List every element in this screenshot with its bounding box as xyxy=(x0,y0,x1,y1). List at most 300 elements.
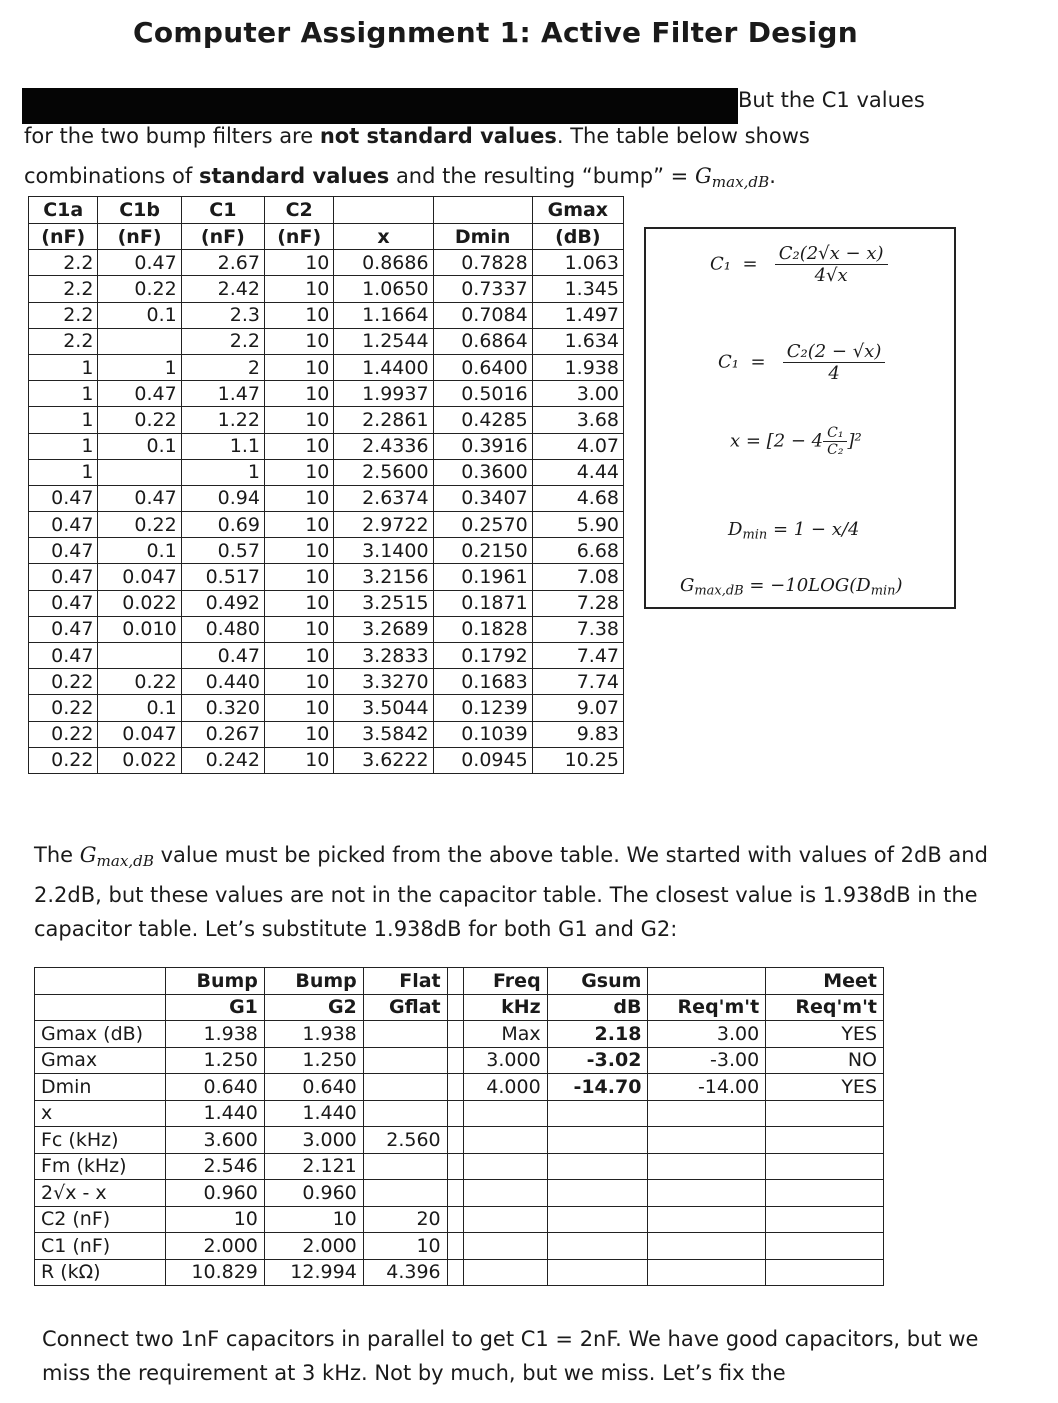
calc-table-cell xyxy=(463,1206,547,1233)
calc-table-cell: Fc (kHz) xyxy=(35,1127,166,1154)
formula-c1-sqrt: C₁ = $\frac{\text{C₂(2√x − x)}}{4√x}$ xyxy=(710,243,888,286)
capacitor-table-cell: 7.47 xyxy=(532,643,623,669)
capacitor-table-row xyxy=(29,459,624,485)
formula-c1-simple: C₁ = $\frac{\text{C₂(2 − √x)}}{4}$ xyxy=(718,341,885,384)
capacitor-table-cell: 1 xyxy=(98,354,181,380)
capacitor-table-cell: 10 xyxy=(264,328,333,354)
calc-table-cell: 2.546 xyxy=(166,1153,265,1180)
capacitor-table-cell: 10 xyxy=(264,669,333,695)
calc-table-header-cell: G1 xyxy=(166,994,265,1021)
capacitor-table-header-cell: (nF) xyxy=(98,224,181,250)
capacitor-table-header-cell: C1b xyxy=(98,197,181,224)
calc-table-cell: C1 (nF) xyxy=(35,1233,166,1260)
capacitor-table-cell: 0.480 xyxy=(181,616,264,642)
capacitor-table-cell: 3.2833 xyxy=(334,643,433,669)
capacitor-table-cell: 0.1239 xyxy=(433,695,532,721)
capacitor-table-cell: 3.2689 xyxy=(334,616,433,642)
capacitor-table-cell: 0.22 xyxy=(98,512,181,538)
capacitor-table-cell: 0.010 xyxy=(98,616,181,642)
capacitor-table-cell: 7.08 xyxy=(532,564,623,590)
calc-table-cell xyxy=(766,1180,884,1207)
calc-table-cell: 20 xyxy=(363,1206,447,1233)
calc-table-cell: C2 (nF) xyxy=(35,1206,166,1233)
capacitor-table-cell: 10 xyxy=(264,459,333,485)
capacitor-table-row xyxy=(29,485,624,511)
capacitor-table-cell: 0.47 xyxy=(29,590,98,616)
capacitor-table-cell: 6.68 xyxy=(532,538,623,564)
calc-table-cell: 2.121 xyxy=(264,1153,363,1180)
capacitor-table-cell: 10 xyxy=(264,643,333,669)
calc-table-cell: 4.396 xyxy=(363,1259,447,1286)
calc-table-cell xyxy=(547,1180,648,1207)
capacitor-table-cell: 1 xyxy=(29,354,98,380)
capacitor-table-cell: 3.2156 xyxy=(334,564,433,590)
capacitor-table-cell: 0.047 xyxy=(98,564,181,590)
capacitor-table-cell: 1.0650 xyxy=(334,276,433,302)
calc-table-cell xyxy=(463,1233,547,1260)
calc-table-row xyxy=(35,1074,884,1101)
calc-table-row xyxy=(35,1100,884,1127)
calc-table-cell: Gmax (dB) xyxy=(35,1021,166,1048)
capacitor-table-cell: 2 xyxy=(181,354,264,380)
capacitor-table-cell: 10 xyxy=(264,276,333,302)
capacitor-table-row xyxy=(29,354,624,380)
calc-table-cell xyxy=(363,1153,447,1180)
calc-table-header-cell xyxy=(35,968,166,995)
calc-table-cell: 1.250 xyxy=(166,1047,265,1074)
calc-table-header-cell: Meet xyxy=(766,968,884,995)
capacitor-table-cell: 0.8686 xyxy=(334,250,433,276)
capacitor-table-cell: 0.2150 xyxy=(433,538,532,564)
capacitor-table-cell: 0.1 xyxy=(98,538,181,564)
capacitor-table-cell: 2.3 xyxy=(181,302,264,328)
capacitor-table-cell: 0.47 xyxy=(98,250,181,276)
calc-table-header-cell: G2 xyxy=(264,994,363,1021)
capacitor-table-cell: 0.47 xyxy=(29,512,98,538)
calc-table-cell xyxy=(766,1259,884,1286)
capacitor-table-cell: 10 xyxy=(264,433,333,459)
capacitor-table-cell: 2.9722 xyxy=(334,512,433,538)
capacitor-table-header-cell: (nF) xyxy=(29,224,98,250)
capacitor-table-cell: 0.022 xyxy=(98,590,181,616)
calc-table-cell xyxy=(463,1127,547,1154)
capacitor-table-cell: 3.00 xyxy=(532,381,623,407)
calc-table-cell: -14.00 xyxy=(648,1074,766,1101)
capacitor-table-row xyxy=(29,721,624,747)
calc-table-cell: NO xyxy=(766,1047,884,1074)
calc-table-cell xyxy=(447,1206,463,1233)
capacitor-table-cell: 0.47 xyxy=(29,538,98,564)
calc-table-cell: 10 xyxy=(166,1206,265,1233)
capacitor-table-cell: 0.2570 xyxy=(433,512,532,538)
capacitor-table-cell: 3.5044 xyxy=(334,695,433,721)
capacitor-table-cell xyxy=(98,328,181,354)
capacitor-table-row xyxy=(29,276,624,302)
calc-table-header-cell: kHz xyxy=(463,994,547,1021)
capacitor-table-cell: 0.1792 xyxy=(433,643,532,669)
capacitor-table-cell: 4.68 xyxy=(532,485,623,511)
calc-table-cell: 3.600 xyxy=(166,1127,265,1154)
capacitor-table-cell: 10 xyxy=(264,250,333,276)
capacitor-table-cell: 0.022 xyxy=(98,747,181,773)
capacitor-table-cell: 3.6222 xyxy=(334,747,433,773)
calc-table-row xyxy=(35,1206,884,1233)
capacitor-table-row xyxy=(29,564,624,590)
formula-gmax: $G_{max,dB} = -10LOG(D_{min})$ xyxy=(680,575,903,599)
capacitor-table-cell: 0.6400 xyxy=(433,354,532,380)
capacitor-table-cell: 0.22 xyxy=(98,407,181,433)
calc-table-cell xyxy=(463,1180,547,1207)
capacitor-table-cell: 10 xyxy=(264,512,333,538)
capacitor-table-cell xyxy=(98,459,181,485)
calc-table-cell: 4.000 xyxy=(463,1074,547,1101)
capacitor-table-header-cell xyxy=(433,197,532,224)
formula-box xyxy=(644,227,956,609)
capacitor-table-cell: 2.2 xyxy=(29,302,98,328)
calc-table-cell: 2.560 xyxy=(363,1127,447,1154)
capacitor-table-cell: 2.2 xyxy=(29,328,98,354)
capacitor-table-row xyxy=(29,590,624,616)
capacitor-table-cell: 0.1683 xyxy=(433,669,532,695)
capacitor-table-cell: 1 xyxy=(29,407,98,433)
calc-table-cell xyxy=(463,1153,547,1180)
calc-table-cell xyxy=(547,1100,648,1127)
calc-table-header-cell: Req'm't xyxy=(648,994,766,1021)
calc-table-header-cell xyxy=(648,968,766,995)
capacitor-table-cell: 10 xyxy=(264,695,333,721)
calc-table-header-cell: dB xyxy=(547,994,648,1021)
capacitor-table-cell: 10 xyxy=(264,407,333,433)
calc-table-cell xyxy=(447,1259,463,1286)
calc-table-cell xyxy=(766,1233,884,1260)
capacitor-table-cell: 0.7084 xyxy=(433,302,532,328)
capacitor-table-cell: 10 xyxy=(264,381,333,407)
calc-table-cell: 3.000 xyxy=(264,1127,363,1154)
capacitor-table-cell: 0.1039 xyxy=(433,721,532,747)
redacted-block xyxy=(22,88,738,124)
capacitor-table-cell: 0.320 xyxy=(181,695,264,721)
capacitor-table-cell: 0.22 xyxy=(98,669,181,695)
capacitor-table-cell: 0.0945 xyxy=(433,747,532,773)
capacitor-table-cell: 0.1828 xyxy=(433,616,532,642)
capacitor-table-cell: 1.1664 xyxy=(334,302,433,328)
capacitor-table-header-cell: Dmin xyxy=(433,224,532,250)
capacitor-table-cell: 0.1 xyxy=(98,302,181,328)
capacitor-table-row xyxy=(29,747,624,773)
paragraph-gmax-pick: The $G_{max,dB}$ value must be picked from the above table. We started with values of 2dB and 2.2dB, but these values are not in the capacitor table. The closest value is 1.938dB in the capacitor table. Let’s substitute 1.938dB for both G1 and G2: xyxy=(34,843,988,942)
capacitor-table-cell: 0.7828 xyxy=(433,250,532,276)
capacitor-table-cell: 0.1 xyxy=(98,433,181,459)
capacitor-table-header-cell: Gmax xyxy=(532,197,623,224)
calc-table-cell: 1.440 xyxy=(264,1100,363,1127)
capacitor-table xyxy=(28,196,624,774)
calc-table-cell: 3.00 xyxy=(648,1021,766,1048)
calc-table-cell: x xyxy=(35,1100,166,1127)
calc-table-cell: 3.000 xyxy=(463,1047,547,1074)
calc-table-cell xyxy=(547,1206,648,1233)
calc-table-header-cell xyxy=(447,994,463,1021)
capacitor-table-cell: 0.267 xyxy=(181,721,264,747)
page-title: Computer Assignment 1: Active Filter Design xyxy=(133,16,858,49)
calc-table-header-row xyxy=(35,968,884,995)
capacitor-table-header-row xyxy=(29,197,624,224)
capacitor-table-cell: 10 xyxy=(264,616,333,642)
capacitor-table-cell: 10 xyxy=(264,302,333,328)
capacitor-table-row xyxy=(29,512,624,538)
capacitor-table-cell: 3.1400 xyxy=(334,538,433,564)
capacitor-table-cell: 1.4400 xyxy=(334,354,433,380)
capacitor-table-header-cell xyxy=(334,197,433,224)
capacitor-table-cell: 1.063 xyxy=(532,250,623,276)
capacitor-table-cell: 0.69 xyxy=(181,512,264,538)
calc-table-cell xyxy=(463,1100,547,1127)
capacitor-table-cell: 10 xyxy=(264,721,333,747)
calc-table-cell xyxy=(648,1127,766,1154)
calc-table-header-cell xyxy=(447,968,463,995)
intro-line-3: combinations of standard values and the resulting “bump” = $G_{max,dB}$. xyxy=(24,164,776,192)
calc-table-header-cell: Gflat xyxy=(363,994,447,1021)
calc-table-row xyxy=(35,1180,884,1207)
calc-table-cell xyxy=(447,1074,463,1101)
calc-table-cell: 10 xyxy=(264,1206,363,1233)
capacitor-table-cell: 0.242 xyxy=(181,747,264,773)
capacitor-table-row xyxy=(29,302,624,328)
calc-table-cell: YES xyxy=(766,1074,884,1101)
capacitor-table-cell: 0.47 xyxy=(29,643,98,669)
capacitor-table-cell: 2.67 xyxy=(181,250,264,276)
capacitor-table-cell: 9.07 xyxy=(532,695,623,721)
capacitor-table-cell: 10 xyxy=(264,747,333,773)
capacitor-table-row xyxy=(29,407,624,433)
calc-table-cell: Max xyxy=(463,1021,547,1048)
calc-table-cell: 0.640 xyxy=(264,1074,363,1101)
calc-table-row xyxy=(35,1047,884,1074)
calc-table-cell xyxy=(648,1206,766,1233)
capacitor-table-cell: 2.5600 xyxy=(334,459,433,485)
capacitor-table-cell: 3.2515 xyxy=(334,590,433,616)
calc-table-cell: 0.960 xyxy=(264,1180,363,1207)
capacitor-table-cell: 0.47 xyxy=(29,616,98,642)
capacitor-table-cell: 0.47 xyxy=(181,643,264,669)
capacitor-table-cell: 0.3407 xyxy=(433,485,532,511)
capacitor-table-row xyxy=(29,616,624,642)
capacitor-table-cell: 0.94 xyxy=(181,485,264,511)
capacitor-table-header-cell: (nF) xyxy=(181,224,264,250)
calc-table-cell xyxy=(447,1153,463,1180)
capacitor-table-cell: 1 xyxy=(29,433,98,459)
calc-table-cell: 0.960 xyxy=(166,1180,265,1207)
calc-table-header-cell: Req'm't xyxy=(766,994,884,1021)
calc-table-cell: -3.00 xyxy=(648,1047,766,1074)
capacitor-table-cell: 2.6374 xyxy=(334,485,433,511)
calc-table-cell xyxy=(363,1047,447,1074)
calc-table-cell xyxy=(547,1127,648,1154)
paragraph-conclusion: Connect two 1nF capacitors in parallel to get C1 = 2nF. We have good capacitors, but we miss the requirement at 3 kHz. Not by much, but we miss. Let’s fix the xyxy=(42,1327,979,1385)
calc-table-cell: 1.938 xyxy=(166,1021,265,1048)
capacitor-table-row xyxy=(29,643,624,669)
calc-table-cell xyxy=(766,1153,884,1180)
capacitor-table-cell: 10 xyxy=(264,564,333,590)
calc-table-cell xyxy=(363,1180,447,1207)
calc-table-cell xyxy=(363,1100,447,1127)
capacitor-table-cell: 1.9937 xyxy=(334,381,433,407)
calc-table-cell xyxy=(648,1153,766,1180)
capacitor-table-cell: 10.25 xyxy=(532,747,623,773)
capacitor-table-row xyxy=(29,695,624,721)
capacitor-table-row xyxy=(29,433,624,459)
capacitor-table-cell: 3.5842 xyxy=(334,721,433,747)
capacitor-table-cell: 0.47 xyxy=(98,485,181,511)
capacitor-table-cell: 2.42 xyxy=(181,276,264,302)
capacitor-table-cell: 5.90 xyxy=(532,512,623,538)
capacitor-table-header-cell: C1 xyxy=(181,197,264,224)
capacitor-table-cell: 9.83 xyxy=(532,721,623,747)
calc-table-header-cell: Bump xyxy=(166,968,265,995)
calc-table-row xyxy=(35,1259,884,1286)
calc-table-cell xyxy=(648,1259,766,1286)
intro-line-2: for the two bump filters are not standard values. The table below shows xyxy=(24,124,810,148)
calc-table-header-cell: Bump xyxy=(264,968,363,995)
capacitor-table-cell: 0.492 xyxy=(181,590,264,616)
capacitor-table-cell: 0.047 xyxy=(98,721,181,747)
capacitor-table-cell: 1 xyxy=(181,459,264,485)
capacitor-table-cell: 10 xyxy=(264,590,333,616)
calc-table-cell: 1.250 xyxy=(264,1047,363,1074)
capacitor-table-cell: 1 xyxy=(29,459,98,485)
calc-table-cell xyxy=(363,1021,447,1048)
capacitor-table-row xyxy=(29,669,624,695)
formula-x: x = [2 − 4 $\frac{\text{C₁}}{\text{C₂}}$ ]² xyxy=(730,425,862,458)
capacitor-table-cell: 1.345 xyxy=(532,276,623,302)
capacitor-table-cell: 7.74 xyxy=(532,669,623,695)
capacitor-table-cell: 2.2 xyxy=(181,328,264,354)
capacitor-table-cell: 0.47 xyxy=(29,564,98,590)
capacitor-table-header-cell: (nF) xyxy=(264,224,333,250)
capacitor-table-cell: 10 xyxy=(264,538,333,564)
calc-table-header-cell: Gsum xyxy=(547,968,648,995)
calc-table-cell xyxy=(648,1100,766,1127)
capacitor-table-header-cell: x xyxy=(334,224,433,250)
capacitor-table-header-row xyxy=(29,224,624,250)
calc-table-row xyxy=(35,1233,884,1260)
capacitor-table-cell: 0.22 xyxy=(29,695,98,721)
capacitor-table-cell: 3.68 xyxy=(532,407,623,433)
calc-table-cell xyxy=(547,1153,648,1180)
calc-table-header-cell xyxy=(35,994,166,1021)
calc-table-cell xyxy=(447,1127,463,1154)
capacitor-table-cell: 0.4285 xyxy=(433,407,532,433)
calc-table-cell xyxy=(447,1047,463,1074)
capacitor-table-cell: 0.7337 xyxy=(433,276,532,302)
calc-table-cell: -14.70 xyxy=(547,1074,648,1101)
calc-table-cell xyxy=(463,1259,547,1286)
calc-table-header-row xyxy=(35,994,884,1021)
calc-table-cell: Fm (kHz) xyxy=(35,1153,166,1180)
calc-table-cell: 1.440 xyxy=(166,1100,265,1127)
capacitor-table-cell: 1.22 xyxy=(181,407,264,433)
capacitor-table-cell: 0.57 xyxy=(181,538,264,564)
capacitor-table-cell: 0.22 xyxy=(98,276,181,302)
calc-table-cell: Dmin xyxy=(35,1074,166,1101)
calc-table-cell xyxy=(766,1206,884,1233)
calc-table-cell xyxy=(447,1233,463,1260)
capacitor-table-cell: 2.4336 xyxy=(334,433,433,459)
calc-table-row xyxy=(35,1021,884,1048)
calc-table-cell xyxy=(447,1021,463,1048)
capacitor-table-cell: 0.1961 xyxy=(433,564,532,590)
capacitor-table-header-cell: (dB) xyxy=(532,224,623,250)
calc-table-cell xyxy=(547,1259,648,1286)
capacitor-table-cell: 0.3600 xyxy=(433,459,532,485)
capacitor-table-cell: 4.07 xyxy=(532,433,623,459)
capacitor-table-cell: 0.440 xyxy=(181,669,264,695)
capacitor-table-cell: 2.2861 xyxy=(334,407,433,433)
capacitor-table-row xyxy=(29,381,624,407)
capacitor-table-cell: 0.1 xyxy=(98,695,181,721)
calc-table-cell xyxy=(547,1233,648,1260)
calc-table-cell xyxy=(766,1127,884,1154)
calc-table-cell: -3.02 xyxy=(547,1047,648,1074)
capacitor-table-cell: 3.3270 xyxy=(334,669,433,695)
design-calc-table xyxy=(34,967,884,1286)
calc-table-row xyxy=(35,1153,884,1180)
calc-table-cell: YES xyxy=(766,1021,884,1048)
calc-table-cell: 0.640 xyxy=(166,1074,265,1101)
calc-table-cell xyxy=(766,1100,884,1127)
capacitor-table-cell: 7.38 xyxy=(532,616,623,642)
capacitor-table-cell: 10 xyxy=(264,485,333,511)
calc-table-cell xyxy=(648,1233,766,1260)
capacitor-table-cell: 0.47 xyxy=(98,381,181,407)
capacitor-table-cell: 0.517 xyxy=(181,564,264,590)
capacitor-table-cell: 2.2 xyxy=(29,250,98,276)
capacitor-table-cell: 0.1871 xyxy=(433,590,532,616)
capacitor-table-row xyxy=(29,328,624,354)
capacitor-table-cell: 0.22 xyxy=(29,721,98,747)
capacitor-table-cell: 4.44 xyxy=(532,459,623,485)
formula-dmin: $D_{min} = 1 - x/4$ xyxy=(728,519,860,543)
calc-table-cell: Gmax xyxy=(35,1047,166,1074)
capacitor-table-row xyxy=(29,538,624,564)
capacitor-table-cell: 1.47 xyxy=(181,381,264,407)
capacitor-table-cell: 1.2544 xyxy=(334,328,433,354)
capacitor-table-header-cell: C1a xyxy=(29,197,98,224)
calc-table-cell: R (kΩ) xyxy=(35,1259,166,1286)
intro-line-1: But the C1 values xyxy=(738,88,925,112)
capacitor-table-cell: 7.28 xyxy=(532,590,623,616)
calc-table-cell: 10 xyxy=(363,1233,447,1260)
capacitor-table-cell: 0.5016 xyxy=(433,381,532,407)
capacitor-table-cell: 1 xyxy=(29,381,98,407)
capacitor-table-cell: 1.634 xyxy=(532,328,623,354)
calc-table-cell: 2.18 xyxy=(547,1021,648,1048)
calc-table-cell: 12.994 xyxy=(264,1259,363,1286)
calc-table-cell: 2.000 xyxy=(166,1233,265,1260)
calc-table-cell xyxy=(447,1180,463,1207)
calc-table-cell xyxy=(648,1180,766,1207)
capacitor-table-cell: 1.1 xyxy=(181,433,264,459)
calc-table-header-cell: Freq xyxy=(463,968,547,995)
calc-table-cell xyxy=(447,1100,463,1127)
capacitor-table-cell: 0.6864 xyxy=(433,328,532,354)
calc-table-cell: 2√x - x xyxy=(35,1180,166,1207)
capacitor-table-cell xyxy=(98,643,181,669)
calc-table-cell: 2.000 xyxy=(264,1233,363,1260)
capacitor-table-row xyxy=(29,250,624,276)
capacitor-table-cell: 1.938 xyxy=(532,354,623,380)
calc-table-row xyxy=(35,1127,884,1154)
capacitor-table-cell: 10 xyxy=(264,354,333,380)
